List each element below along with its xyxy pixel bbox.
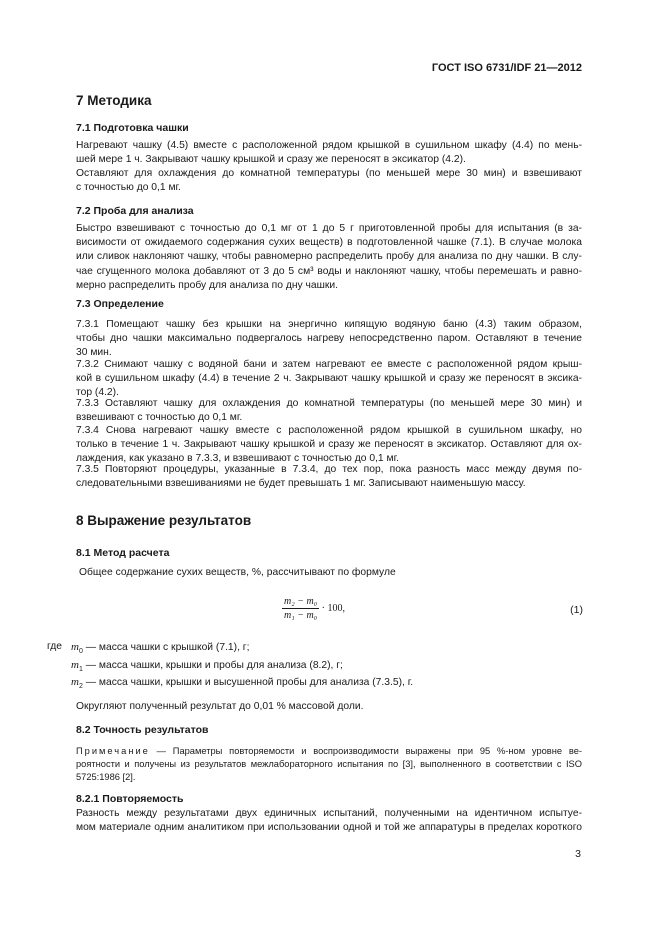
formula-numerator: m₂ − m₀ [284,596,318,607]
note-label: Примечание [76,746,150,756]
text-line: 30 мин. [76,347,112,359]
text-line: чае сгущенного молока добавляют от 3 до 5 см³ воды и наклоняют чашку, чтобы перемешать и равно- [76,265,582,277]
text-line: Быстро взвешивают с точностью до 0,1 мг от 1 до 5 г приготовленной пробы для испытания (в за- [76,223,582,234]
section-8-1-title: 8.1 Метод расчета [76,547,170,559]
section-8-2-1-paragraph [76,807,582,835]
section-7-1-paragraph-2 [76,167,582,195]
formula [282,596,345,621]
text-line: 7.3.2 Снимают чашку с водяной бани и затем нагревают ее вместе с расположенной рядом крыш- [76,359,582,370]
text-line: 5725:1986 [2]. [76,772,136,782]
section-8-2-title: 8.2 Точность результатов [76,724,209,736]
section-7-1-paragraph-1 [76,139,582,167]
legend-text: — масса чашки, крышки и пробы для анализа (8.2), г; [85,660,343,671]
variable-subscript: 2 [78,683,83,691]
variable-symbol: m [71,659,79,671]
text-line: взвешивают с точностью до 0,1 мг. [76,412,243,424]
section-7-3-4-paragraph [76,424,582,467]
text-line: 7.3.4 Снова нагревают чашку вместе с расположенной рядом крышкой в сушильном шкафу, но [76,425,582,436]
text-line: шей мере 1 ч. Закрывают чашку крышкой и сразу же переносят в эксикатор (4.2). [76,154,466,166]
section-7-3-5-paragraph [76,463,582,491]
text-line: мом материале одним аналитиком при использовании одной и той же аппаратуры в пределах короткого [76,822,582,834]
text-line: Нагревают чашку (4.5) вместе с расположенной рядом крышкой в сушильном шкафу (4.4) по мень- [76,140,582,151]
text-line: или сливок наклоняют чашку, чтобы равномерно распределить пробу для анализа по дну чашки. В слу- [76,251,582,263]
where-label: где [47,641,63,652]
legend-item-m2 [71,675,413,695]
text-line: с точностью до 0,1 мг. [76,182,181,194]
equation-number: (1) [570,604,583,616]
variable-subscript: 0 [78,648,83,656]
legend-text: — масса чашки с крышкой (7.1), г; [85,642,250,653]
text-line: мерно распределить пробу для анализа по дну чашки. [76,279,339,291]
text-line [76,745,582,758]
note-text: — Параметры повторяемости и воспроизводимости выражены при 95 %-ном уровне ве- [156,746,582,756]
text-line: лаждения, как указано в 7.3.3, и взвешивают с точностью до 0,1 мг. [76,453,399,465]
page-number: 3 [575,848,581,860]
text-line: 7.3.1 Помещают чашку без крышки на энергично кипящую водяную баню (4.3) таким образом, [76,319,582,330]
section-7-title: 7 Методика [76,93,152,108]
text-line: только в течение 1 ч. Закрывают чашку крышкой и сразу же переносят в эксикатор. Оставляют для ох- [76,439,582,451]
text-line: чтобы дно чашки максимально подвергалось нагреву непосредственно паром. Оставляют в течение [76,333,582,345]
text-line: висимости от ожидаемого содержания сухих веществ) в подготовленной чашке (7.1). В случае молока [76,237,582,249]
text-line: 7.3.3 Оставляют чашку для охлаждения до комнатной температуры (по меньшей мере 30 мин) и [76,398,582,409]
variable-symbol: m [71,641,79,653]
formula-multiplier: · 100, [321,602,345,614]
text-line: роятности и получены из результатов межлабораторного испытания по [3], выполненного в соответствии с ISO [76,759,582,769]
text-line: кой в сушильном шкафу (4.4) в течение 2 ч. Закрывают чашку крышкой и сразу же переносят в эксика- [76,373,582,385]
rounding-instruction: Округляют полученный результат до 0,01 % массовой доли. [76,701,364,712]
section-7-2-title: 7.2 Проба для анализа [76,205,194,217]
text-line: Разность между результатами двух единичных испытаний, полученными на идентичном испытуе- [76,808,582,819]
variable-symbol: m [71,676,79,688]
variable-subscript: 1 [78,666,83,674]
text-line: 7.3.5 Повторяют процедуры, указанные в 7.3.4, до тех пор, пока разность масс между двумя по- [76,464,582,475]
section-7-2-paragraph [76,222,582,293]
section-7-3-title: 7.3 Определение [76,298,164,310]
section-7-3-1-paragraph [76,318,582,361]
section-7-3-3-paragraph [76,397,582,425]
section-7-3-2-paragraph [76,358,582,401]
section-8-2-1-title: 8.2.1 Повторяемость [76,793,184,805]
formula-fraction [282,596,319,621]
text-line: Оставляют для охлаждения до комнатной температуры (по меньшей мере 30 мин) и взвешивают [76,168,582,179]
section-8-title: 8 Выражение результатов [76,513,252,528]
formula-denominator: m₁ − m₀ [284,610,318,621]
formula-intro: Общее содержание сухих веществ, %, рассчитывают по формуле [79,567,396,578]
section-7-1-title: 7.1 Подготовка чашки [76,122,189,134]
legend-item-m0 [71,640,249,660]
text-line: следовательными взвешиваниями не будет превышать 1 мг. Записывают наименьшую массу. [76,478,526,490]
legend-text: — масса чашки, крышки и высушенной пробы для анализа (7.3.5), г. [85,677,414,688]
text-line: тор (4.2). [76,387,119,399]
standard-header: ГОСТ ISO 6731/IDF 21—2012 [431,62,582,74]
note-block [76,745,582,784]
